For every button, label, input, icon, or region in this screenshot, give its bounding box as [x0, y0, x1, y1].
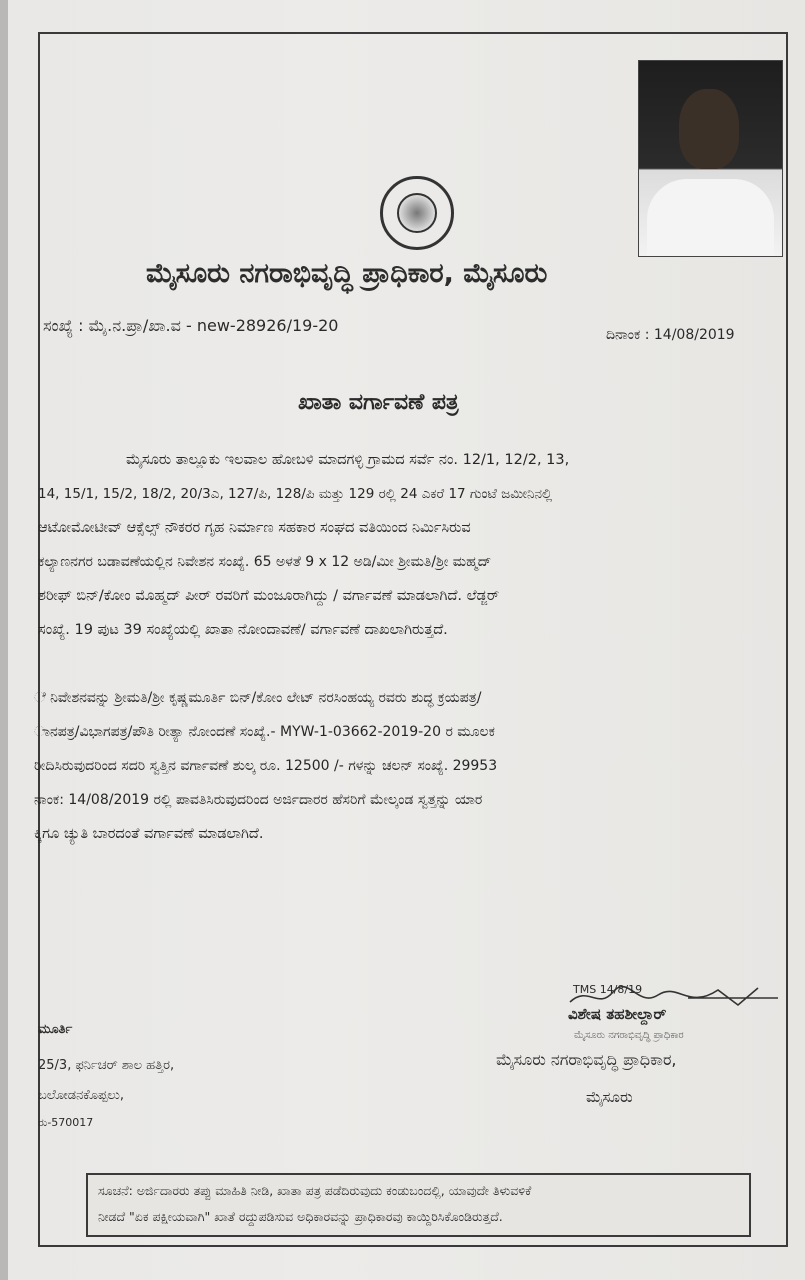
signature-handwriting: TMS 14/8/19 [573, 983, 643, 996]
reference-number: ಸಂಖ್ಯೆ : ಮೈ.ನ.ಪ್ರಾ/ಖಾ.ವ - new-28926/19-20 [43, 316, 339, 335]
paragraph2-line: ನಾಂಕ: 14/08/2019 ರಲ್ಲಿ ಪಾವತಿಸಿರುವುದರಿಂದ ಅರ್ಜಿದಾರರ ಹೆಸರಿಗೆ ಮೇಲ್ಕಂಡ ಸ್ವತ್ತನ್ನು ಯಾರ [34, 792, 483, 808]
signature-designation: ವಿಶೇಷ ತಹಶೀಲ್ದಾರ್ [568, 1005, 667, 1023]
photo-shirt [647, 179, 774, 256]
signature-city: ಮೈಸೂರು [586, 1088, 633, 1106]
address-line: 25/3, ಫರ್ನಿಚರ್ ಶಾಲ ಹತ್ತಿರ, [38, 1058, 175, 1073]
authority-seal-icon [380, 176, 454, 250]
paragraph1-line: ಸಂಖ್ಯೆ. 19 ಪುಟ 39 ಸಂಖ್ಯೆಯಲ್ಲಿ ಖಾತಾ ನೋಂದಾವಣೆ/ ವರ್ಗಾವಣೆ ದಾಖಲಾಗಿರುತ್ತದೆ. [38, 622, 448, 638]
paragraph2-line: ಾನಪತ್ರ/ವಿಭಾಗಪತ್ರ/ಪೌತಿ ರೀತ್ಯಾ ನೋಂದಣೆ ಸಂಖ್ಯೆ.- MYW-1-03662-2019-20 ರ ಮೂಲಕ [34, 724, 495, 740]
paragraph2-line: ರೀದಿಸಿರುವುದರಿಂದ ಸದರಿ ಸ್ವತ್ತಿನ ವರ್ಗಾವಣೆ ಶುಲ್ಕ ರೂ. 12500 /- ಗಳನ್ನು ಚಲನ್ ಸಂಖ್ಯೆ. 29953 [34, 758, 498, 774]
paragraph1-line: ಆಟೋಮೋಟೀವ್ ಆಕ್ಸೆಲ್ಸ್ ನೌಕರರ ಗೃಹ ನಿರ್ಮಾಣ ಸಹಕಾರ ಸಂಘದ ವತಿಯಿಂದ ನಿರ್ಮಿಸಿರುವ [38, 520, 471, 536]
notice-line: ಸೂಚನೆ: ಅರ್ಜಿದಾರರು ತಪ್ಪು ಮಾಹಿತಿ ನೀಡಿ, ಖಾತಾ ಪತ್ರ ಪಡೆದಿರುವುದು ಕಂಡುಬಂದಲ್ಲಿ, ಯಾವುದೇ ತಿಳುವಳಿಕೆ [98, 1183, 532, 1198]
paragraph2-line: ಕ್ಕಿಗೂ ಚ್ಯುತಿ ಬಾರದಂತೆ ವರ್ಗಾವಣೆ ಮಾಡಲಾಗಿದೆ. [34, 826, 264, 842]
paragraph1-line: 14, 15/1, 15/2, 18/2, 20/3ಎ, 127/ಪಿ, 128/ಪಿ ಮತ್ತು 129 ರಲ್ಲಿ 24 ಎಕರೆ 17 ಗುಂಟೆ ಜಮೀನಿನಲ್ಲಿ [38, 486, 553, 502]
paragraph1-line: ಮೈಸೂರು ತಾಲ್ಲೂಕು ಇಲವಾಲ ಹೋಬಳಿ ಮಾದಗಳ್ಳಿ ಗ್ರಾಮದ ಸರ್ವೆ ನಂ. 12/1, 12/2, 13, [126, 452, 570, 468]
paragraph2-line: ೆ ನಿವೇಶನವನ್ನು ಶ್ರೀಮತಿ/ಶ್ರೀ ಕೃಷ್ಣಮೂರ್ತಿ ಬಿನ್/ಕೋಂ ಲೇಟ್ ನರಸಿಂಹಯ್ಯ ರವರು ಶುದ್ಧ ಕ್ರಯಪತ್ರ/ [34, 690, 482, 706]
document-sheet [8, 0, 805, 1280]
address-line: ರು-570017 [38, 1116, 94, 1129]
paragraph1-line: ಕಲ್ಯಾಣನಗರ ಬಡಾವಣೆಯಲ್ಲಿನ ನಿವೇಶನ ಸಂಖ್ಯೆ. 65 ಅಳತೆ 9 x 12 ಅಡಿ/ಮೀ ಶ್ರೀಮತಿ/ಶ್ರೀ ಮಹ್ಮದ್ [38, 554, 492, 570]
signature-office: ಮೈಸೂರು ನಗರಾಭಿವೃದ್ಧಿ ಪ್ರಾಧಿಕಾರ, [496, 1050, 677, 1069]
seal-emblem [397, 193, 437, 233]
document-title: ಖಾತಾ ವರ್ಗಾವಣೆ ಪತ್ರ [298, 390, 459, 415]
notice-box [86, 1173, 751, 1237]
document-date: ದಿನಾಂಕ : 14/08/2019 [606, 327, 735, 343]
applicant-photo [638, 60, 783, 257]
paragraph1-line: ಶರೀಫ್ ಬಿನ್/ಕೋಂ ಮೊಹ್ಮದ್ ಪೀರ್ ರವರಿಗೆ ಮಂಜೂರಾಗಿದ್ದು / ವರ್ಗಾವಣೆ ಮಾಡಲಾಗಿದೆ. ಲೆಡ್ಜರ್ [38, 588, 500, 604]
address-line: ಬಲೋಡನಕೊಪ್ಪಲು, [38, 1088, 124, 1103]
notice-line: ನೀಡದೆ "ಏಕ ಪಕ್ಷೀಯವಾಗಿ" ಖಾತೆ ರದ್ದುಪಡಿಸುವ ಅಧಿಕಾರವನ್ನು ಪ್ರಾಧಿಕಾರವು ಕಾಯ್ದಿರಿಸಿಕೊಂಡಿರುತ್ತದೆ. [98, 1209, 503, 1224]
photo-face [679, 89, 739, 169]
address-line: ಮೂರ್ತಿ [38, 1022, 73, 1037]
signature-stamp-sub: ಮೈಸೂರು ನಗರಾಭಿವೃದ್ಧಿ ಪ್ರಾಧಿಕಾರ [574, 1030, 684, 1041]
organization-name: ಮೈಸೂರು ನಗರಾಭಿವೃದ್ಧಿ ಪ್ರಾಧಿಕಾರ, ಮೈಸೂರು [146, 258, 548, 289]
